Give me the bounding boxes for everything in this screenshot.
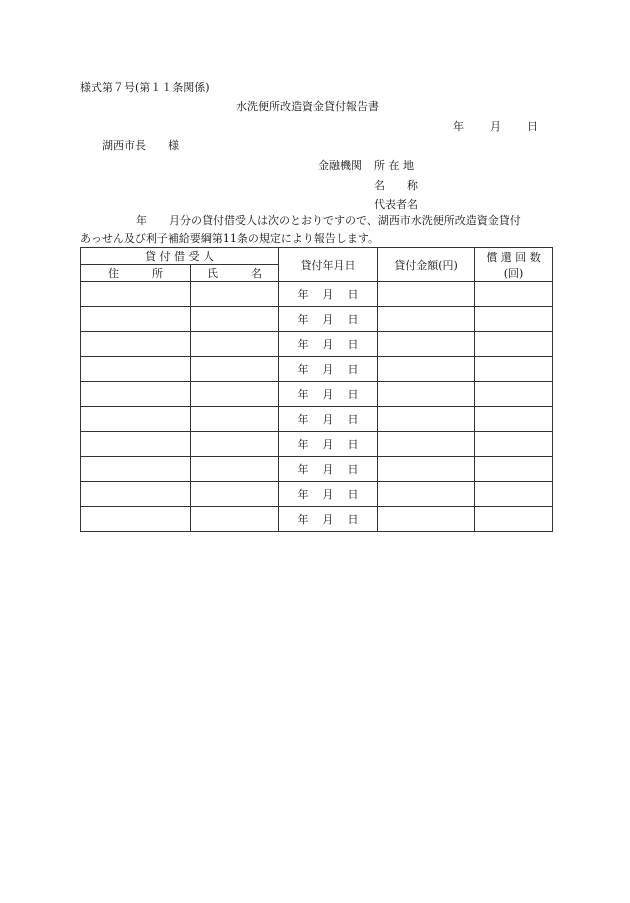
address-cell[interactable] <box>81 382 191 407</box>
address-cell[interactable] <box>81 282 191 307</box>
row-date-year: 年 <box>297 513 309 526</box>
date-cell[interactable] <box>279 357 378 382</box>
row-date-day: 日 <box>347 288 359 301</box>
row-date-year: 年 <box>297 463 309 476</box>
table-row <box>81 482 553 507</box>
report-body-rest: あっせん及び利子補給要綱第11条の規定により報告します。 <box>80 232 380 245</box>
table-row <box>81 307 553 332</box>
repayment-cell[interactable] <box>475 307 553 332</box>
loan-report-table <box>80 247 553 532</box>
repayment-cell[interactable] <box>475 382 553 407</box>
name-cell[interactable] <box>191 407 279 432</box>
row-date-month: 月 <box>322 338 334 351</box>
amount-cell[interactable] <box>378 507 475 532</box>
institution-label: 金融機関 <box>318 159 362 172</box>
row-date-month: 月 <box>322 413 334 426</box>
institution-name-label: 名 称 <box>374 179 418 192</box>
repayment-cell[interactable] <box>475 482 553 507</box>
amount-cell[interactable] <box>378 432 475 457</box>
amount-cell[interactable] <box>378 457 475 482</box>
address-cell[interactable] <box>81 507 191 532</box>
amount-cell[interactable] <box>378 407 475 432</box>
amount-cell[interactable] <box>378 357 475 382</box>
name-cell[interactable] <box>191 332 279 357</box>
repayment-count-title: 償 還 回 数 <box>486 250 541 264</box>
name-cell[interactable] <box>191 432 279 457</box>
amount-cell[interactable] <box>378 482 475 507</box>
row-date-day: 日 <box>347 413 359 426</box>
row-date-day: 日 <box>347 438 359 451</box>
addressee <box>102 139 179 153</box>
row-date-day: 日 <box>347 313 359 326</box>
amount-cell[interactable] <box>378 307 475 332</box>
address-header: 住 所 <box>81 265 191 282</box>
amount-cell[interactable] <box>378 282 475 307</box>
repayment-cell[interactable] <box>475 432 553 457</box>
table-row <box>81 407 553 432</box>
table-row <box>81 332 553 357</box>
row-date-day: 日 <box>347 338 359 351</box>
report-body <box>80 212 552 248</box>
name-header: 氏 名 <box>191 265 279 282</box>
row-date-month: 月 <box>322 363 334 376</box>
row-date-year: 年 <box>297 313 309 326</box>
row-date-day: 日 <box>347 513 359 526</box>
date-cell[interactable] <box>279 382 378 407</box>
row-date-year: 年 <box>297 388 309 401</box>
name-cell[interactable] <box>191 382 279 407</box>
table-row <box>81 457 553 482</box>
date-cell[interactable] <box>279 307 378 332</box>
repayment-cell[interactable] <box>475 357 553 382</box>
table-body <box>81 282 553 532</box>
repayment-cell[interactable] <box>475 407 553 432</box>
row-date-day: 日 <box>347 388 359 401</box>
institution-representative-label: 代表者名 <box>374 198 418 211</box>
row-date-month: 月 <box>322 463 334 476</box>
row-date-month: 月 <box>322 288 334 301</box>
repayment-cell[interactable] <box>475 332 553 357</box>
name-cell[interactable] <box>191 282 279 307</box>
row-date-month: 月 <box>322 388 334 401</box>
repayment-count-unit: (回) <box>503 266 524 280</box>
date-day: 日 <box>527 120 538 133</box>
name-cell[interactable] <box>191 307 279 332</box>
row-date-month: 月 <box>322 488 334 501</box>
address-cell[interactable] <box>81 407 191 432</box>
name-cell[interactable] <box>191 357 279 382</box>
report-body-lead: 年 月分の貸付借受人は次のとおりですので、湖西市水洗便所改造資金貸付 <box>136 214 521 227</box>
date-cell[interactable] <box>279 507 378 532</box>
table-row <box>81 282 553 307</box>
row-date-day: 日 <box>347 488 359 501</box>
date-month: 月 <box>490 120 501 133</box>
address-cell[interactable] <box>81 332 191 357</box>
repayment-cell[interactable] <box>475 282 553 307</box>
row-date-day: 日 <box>347 463 359 476</box>
addressee-honorific: 様 <box>168 139 179 152</box>
address-cell[interactable] <box>81 357 191 382</box>
date-cell[interactable] <box>279 482 378 507</box>
date-cell[interactable] <box>279 282 378 307</box>
borrower-header: 貸 付 借 受 人 <box>81 248 279 265</box>
row-date-month: 月 <box>322 513 334 526</box>
address-cell[interactable] <box>81 482 191 507</box>
table-row <box>81 357 553 382</box>
row-date-year: 年 <box>297 338 309 351</box>
repayment-count-header <box>475 248 553 282</box>
table-row <box>81 382 553 407</box>
amount-cell[interactable] <box>378 382 475 407</box>
addressee-name: 湖西市長 <box>102 139 146 152</box>
address-cell[interactable] <box>81 457 191 482</box>
date-year: 年 <box>453 120 464 133</box>
row-date-year: 年 <box>297 488 309 501</box>
amount-cell[interactable] <box>378 332 475 357</box>
document-title: 水洗便所改造資金貸付報告書 <box>236 100 379 113</box>
date-cell[interactable] <box>279 457 378 482</box>
form-number: 様式第７号(第１１条関係) <box>80 81 210 94</box>
row-date-year: 年 <box>297 413 309 426</box>
date-cell[interactable] <box>279 407 378 432</box>
row-date-year: 年 <box>297 438 309 451</box>
address-cell[interactable] <box>81 307 191 332</box>
row-date-day: 日 <box>347 363 359 376</box>
repayment-cell[interactable] <box>475 457 553 482</box>
address-cell[interactable] <box>81 432 191 457</box>
institution-address-label: 所 在 地 <box>374 159 414 172</box>
loan-date-header: 貸付年月日 <box>279 248 378 282</box>
date-cell[interactable] <box>279 332 378 357</box>
row-date-year: 年 <box>297 288 309 301</box>
loan-amount-header: 貸付金額(円) <box>378 248 475 282</box>
row-date-month: 月 <box>322 438 334 451</box>
name-cell[interactable] <box>191 507 279 532</box>
date-cell[interactable] <box>279 432 378 457</box>
row-date-year: 年 <box>297 363 309 376</box>
name-cell[interactable] <box>191 457 279 482</box>
table-row <box>81 432 553 457</box>
name-cell[interactable] <box>191 482 279 507</box>
row-date-month: 月 <box>322 313 334 326</box>
report-date <box>453 120 538 134</box>
repayment-cell[interactable] <box>475 507 553 532</box>
table-row <box>81 507 553 532</box>
